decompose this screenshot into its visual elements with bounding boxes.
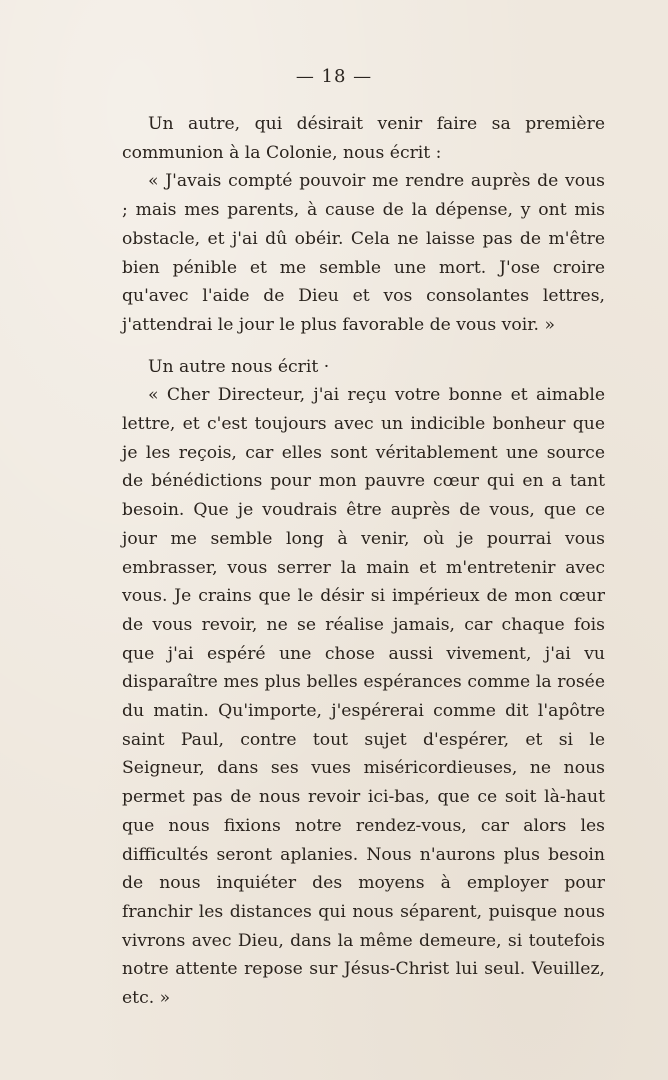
- body-text: [122, 110, 605, 1013]
- paragraph: « Cher Directeur, j'ai reçu votre bonne et aimable lettre, et c'est toujours avec un indicible bonheur que je les reçois, car elles sont véritablement une source de bénédictions pour mon pauvre cœur qui en a tant besoin. Que je voudrais être auprès de vous, que ce jour me semble long à venir, où je pourrai vous embrasser, vous serrer la main et m'entretenir avec vous. Je crains que le désir si impérieux de mon cœur de vous revoir, ne se réalise jamais, car chaque fois que j'ai espéré une chose aussi vivement, j'ai vu disparaître mes plus belles espérances comme la rosée du matin. Qu'importe, j'espérerai comme dit l'apôtre saint Paul, contre tout sujet d'espérer, et si le Seigneur, dans ses vues miséricordieuses, ne nous permet pas de nous revoir ici-bas, que ce soit là-haut que nous fixions notre rendez-vous, car alors les difficultés seront aplanies. Nous n'aurons plus besoin de nous inquiéter des moyens à employer pour franchir les distances qui nous séparent, puisque nous vivrons avec Dieu, dans la même demeure, si toutefois notre attente repose sur Jésus-Christ lui seul. Veuillez, etc. »: [122, 385, 605, 1009]
- paragraph: « J'avais compté pouvoir me rendre auprès de vous ; mais mes parents, à cause de la dépense, y ont mis obstacle, et j'ai dû obéir. Cela ne laisse pas de m'être bien pénible et me semble une mort. J'ose croire qu'avec l'aide de Dieu et vos consolantes lettres, j'attendrai le jour le plus favorable de vous voir. »: [122, 171, 605, 335]
- paragraph: Un autre nous écrit ·: [148, 356, 330, 377]
- page-number: — 18 —: [295, 66, 373, 87]
- paragraph: Un autre, qui désirait venir faire sa première communion à la Colonie, nous écrit :: [122, 114, 605, 163]
